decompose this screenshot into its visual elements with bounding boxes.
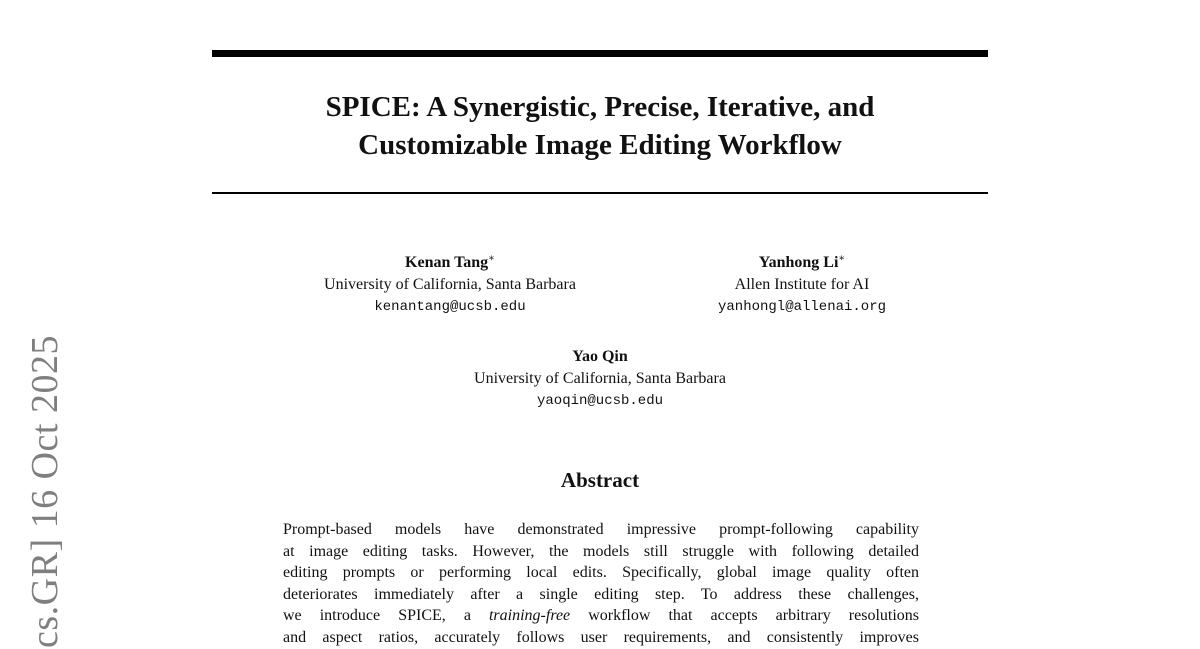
author-block-yao-qin [430,346,770,412]
paper-title-line-1: SPICE: A Synergistic, Precise, Iterative, and [325,91,875,123]
equal-contribution-mark: ∗ [488,253,495,264]
abstract-line: editing prompts or performing local edits. Specifically, global image quality often [283,564,919,582]
abstract-line: we introduce SPICE, a training-free workflow that accepts arbitrary resolutions [283,607,920,625]
author-block-kenan-tang [280,248,620,318]
author-affiliation: Allen Institute for AI [734,276,870,293]
paper-title [212,88,988,164]
author-affiliation: University of California, Santa Barbara [474,370,726,387]
title-bottom-rule [212,192,988,194]
author-affiliation: University of California, Santa Barbara [324,276,576,293]
author-email: yanhongl@allenai.org [717,299,887,315]
author-name: Yanhong Li∗ [758,253,846,271]
author-name: Yao Qin [572,348,628,365]
title-top-rule [212,50,988,57]
emphasis-training-free: training-free [488,607,571,625]
abstract-line: at image editing tasks. However, the models still struggle with following detailed [283,542,919,560]
abstract-heading: Abstract [560,468,640,492]
author-name: Kenan Tang∗ [405,253,495,271]
abstract-line: deteriorates immediately after a single editing step. To address these challenges, [283,585,919,603]
author-email: yaoqin@ucsb.edu [536,393,664,409]
abstract-line: Prompt-based models have demonstrated impressive prompt-following capability [283,521,919,538]
abstract-line: and aspect ratios, accurately follows user requirements, and consistently improves [283,628,919,646]
paper-title-line-2: Customizable Image Editing Workflow [358,129,842,161]
author-block-yanhong-li [650,248,954,318]
equal-contribution-mark: ∗ [838,253,846,264]
author-email: kenantang@ucsb.edu [374,299,526,315]
arxiv-side-stamp: cs.GR] 16 Oct 2025 [24,335,66,648]
abstract-body [283,519,919,649]
